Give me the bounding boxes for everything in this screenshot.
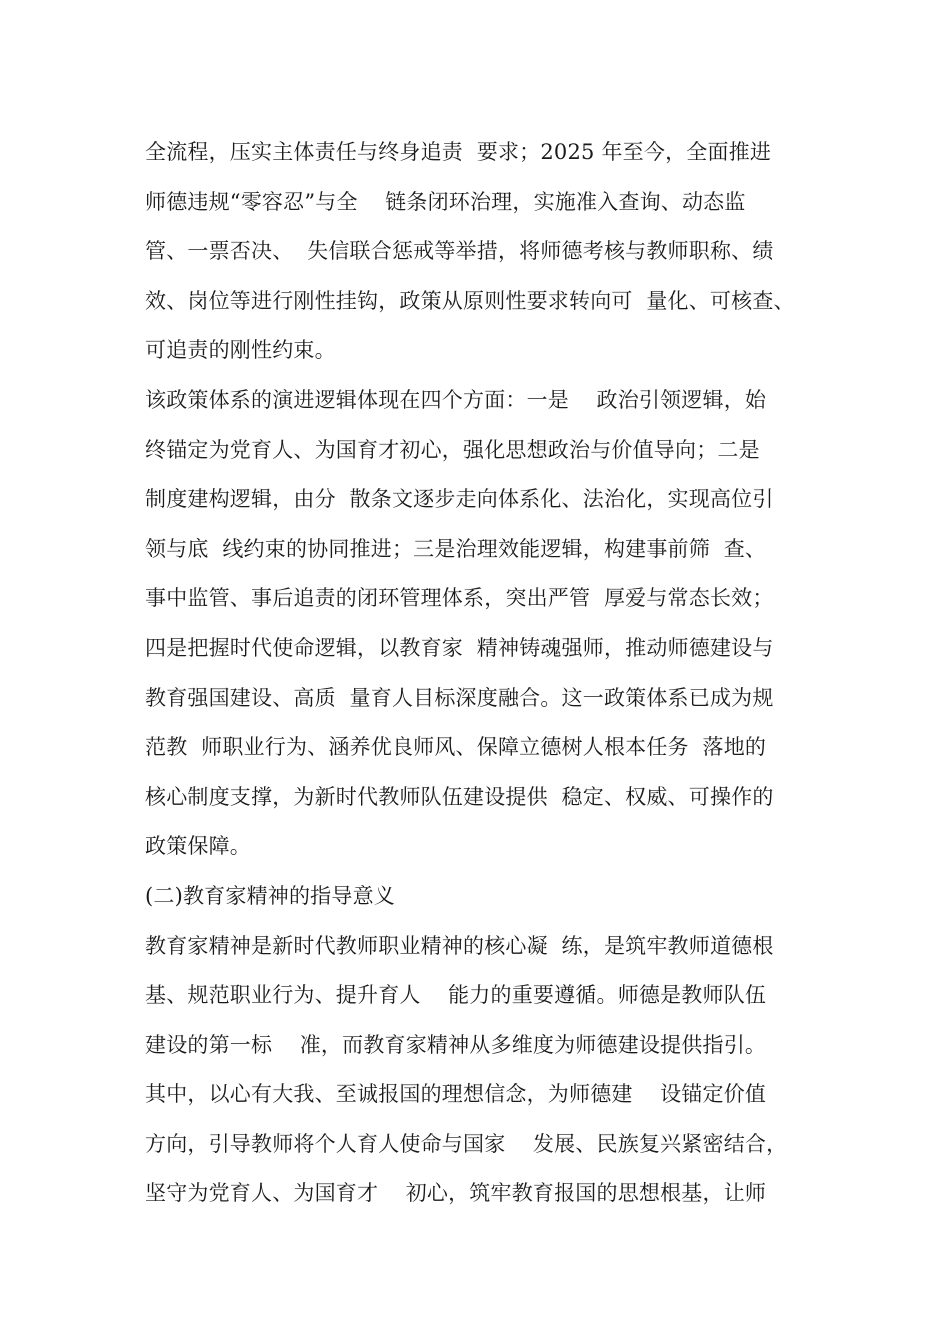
text-line: 事中监管、事后追责的闭环管理体系，突出严管 厚爱与常态长效； xyxy=(145,586,774,611)
text-line: 其中，以心有大我、至诚报国的理想信念，为师德建 设锚定价值 xyxy=(145,1082,767,1107)
text-line: 全流程，压实主体责任与终身追责 要求；2025 年至今，全面推进 xyxy=(145,140,772,164)
text-line: 四是把握时代使命逻辑，以教育家 精神铸魂强师，推动师德建设与 xyxy=(145,635,774,660)
text-line: 效、岗位等进行刚性挂钩，政策从原则性要求转向可 量化、可核查、 xyxy=(145,288,795,313)
text-line: 终锚定为党育人、为国育才初心，强化思想政治与价值导向；二是 xyxy=(145,437,760,462)
text-line: 师德违规“零容忍”与全 链条闭环治理，实施准入查询、动态监 xyxy=(145,189,746,214)
section-heading: (二)教育家精神的指导意义 xyxy=(145,883,395,908)
body-text xyxy=(145,128,845,1219)
text-line: 政策保障。 xyxy=(145,834,251,859)
text-line: 坚守为党育人、为国育才 初心，筑牢教育报国的思想根基，让师 xyxy=(145,1181,767,1206)
text-line: 范教 师职业行为、涵养优良师风、保障立德树人根本任务 落地的 xyxy=(145,735,767,760)
text-line: 制度建构逻辑，由分 散条文逐步走向体系化、法治化，实现高位引 xyxy=(145,487,774,512)
text-line: 教育家精神是新时代教师职业精神的核心凝 练，是筑牢教师道德根 xyxy=(145,933,774,958)
text-line: 基、规范职业行为、提升育人 能力的重要遵循。师德是教师队伍 xyxy=(145,983,767,1008)
text-line: 领与底 线约束的协同推进；三是治理效能逻辑，构建事前筛 查、 xyxy=(145,536,767,561)
text-line: 可追责的刚性约束。 xyxy=(145,338,336,363)
text-line: 方向，引导教师将个人育人使命与国家 发展、民族复兴紧密结合， xyxy=(145,1131,788,1156)
text-line: 核心制度支撑，为新时代教师队伍建设提供 稳定、权威、可操作的 xyxy=(145,784,774,809)
text-line: 管、一票否决、 失信联合惩戒等举措，将师德考核与教师职称、绩 xyxy=(145,239,774,264)
text-line: 教育强国建设、高质 量育人目标深度融合。这一政策体系已成为规 xyxy=(145,685,774,710)
text-line: 该政策体系的演进逻辑体现在四个方面：一是 政治引领逻辑，始 xyxy=(145,387,767,412)
text-line: 建设的第一标 准，而教育家精神从多维度为师德建设提供指引。 xyxy=(145,1032,767,1057)
